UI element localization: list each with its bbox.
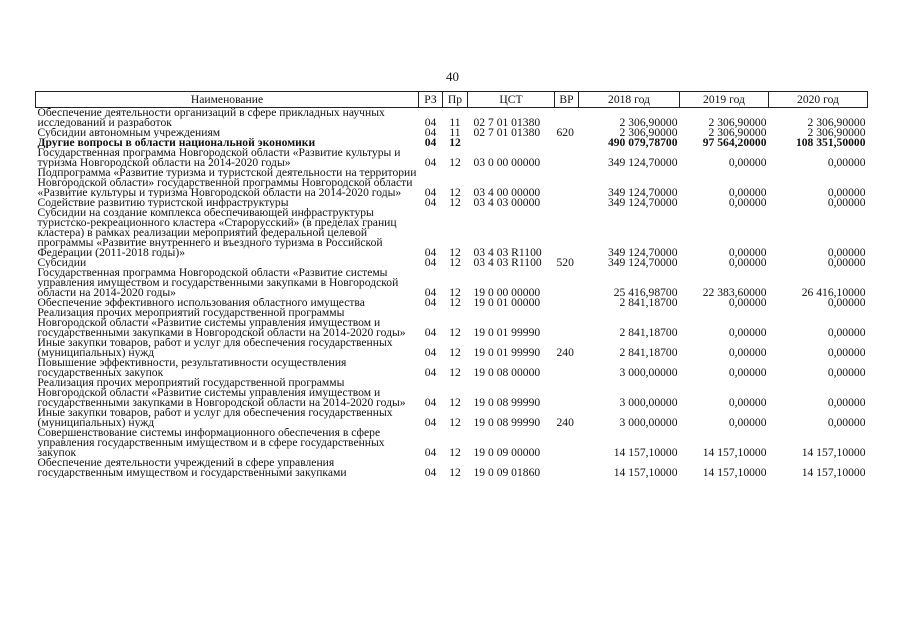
table-row [36, 308, 868, 338]
table-row [36, 128, 868, 138]
cell-rz: 04 [424, 466, 437, 478]
cell-pr: 12 [449, 396, 461, 408]
table-row [36, 208, 868, 258]
cell-2019: 0,00000 [728, 366, 767, 378]
column-header-name: Наименование [36, 92, 419, 108]
cell-name: Субсидии на создание комплекса обеспечивающей инфраструктуры туристско-рекреационного кластера «Старорусский» (в пределах границ кластера) в рамках реализации мероприятий федеральной целевой программы «Развитие внутреннего и въездного туризма в Российской Федерации (2011-2018 годы)» [37, 208, 397, 258]
cell-cst: 19 0 01 99990 [473, 326, 541, 338]
cell-2019: 97 564,20000 [702, 138, 767, 148]
cell-2019: 2 306,90000 [708, 116, 767, 128]
cell-2019: 0,00000 [728, 246, 767, 258]
cell-2020: 0,00000 [827, 326, 866, 338]
cell-2019: 0,00000 [728, 416, 767, 428]
cell-cst [468, 138, 555, 148]
cell-pr: 12 [449, 446, 461, 458]
cell-2018: 490 079,78700 [607, 138, 678, 148]
cell-rz: 04 [424, 156, 437, 168]
cell-name: Субсидии автономным учреждениям [37, 128, 221, 138]
cell-vr [555, 108, 579, 129]
column-header-cst: ЦСТ [468, 92, 555, 108]
table-row [36, 168, 868, 198]
cell-2020: 0,00000 [827, 346, 866, 358]
cell-name: Субсидии [37, 258, 87, 268]
cell-rz: 04 [424, 346, 437, 358]
cell-2019: 0,00000 [728, 346, 767, 358]
cell-name: Совершенствование системы информационного обеспечения в сфере управления государственным имуществом и в сфере государственных закупок [37, 428, 385, 458]
cell-rz: 04 [424, 366, 437, 378]
cell-name: Обеспечение деятельности учреждений в сфере управления государственным имуществом и государственными закупками [37, 458, 347, 478]
cell-2020: 14 157,10000 [801, 446, 866, 458]
cell-2019: 22 383,60000 [702, 286, 767, 298]
cell-cst: 19 0 08 99990 [473, 396, 541, 408]
cell-2020: 26 416,10000 [801, 286, 866, 298]
cell-2018: 3 000,00000 [619, 366, 678, 378]
cell-2018: 2 841,18700 [619, 326, 678, 338]
cell-rz: 04 [424, 128, 437, 138]
column-header-2018: 2018 год [579, 92, 680, 108]
table-row [36, 148, 868, 168]
column-header-rz: РЗ [419, 92, 443, 108]
cell-vr [555, 358, 579, 378]
cell-cst: 03 0 00 00000 [473, 156, 541, 168]
cell-2018: 2 841,18700 [619, 298, 678, 308]
cell-vr [555, 208, 579, 258]
column-header-vr: ВР [555, 92, 579, 108]
cell-pr: 12 [449, 246, 461, 258]
cell-rz: 04 [424, 446, 437, 458]
cell-cst: 02 7 01 01380 [473, 116, 541, 128]
cell-2018: 349 124,70000 [607, 258, 678, 268]
cell-pr: 12 [449, 138, 461, 148]
cell-cst: 19 0 01 00000 [473, 298, 541, 308]
cell-2019: 0,00000 [728, 298, 767, 308]
page-number: 40 [446, 69, 459, 84]
cell-2020: 0,00000 [827, 396, 866, 408]
cell-2018: 349 124,70000 [607, 156, 678, 168]
cell-cst: 03 4 00 00000 [473, 186, 541, 198]
cell-pr: 11 [449, 128, 461, 138]
cell-cst: 19 0 09 00000 [473, 446, 541, 458]
cell-pr: 12 [449, 298, 461, 308]
cell-rz: 04 [424, 258, 437, 268]
cell-pr: 12 [449, 416, 461, 428]
cell-name: Иные закупки товаров, работ и услуг для обеспечения государственных (муниципальных) нужд [37, 338, 393, 358]
cell-vr: 520 [556, 258, 574, 268]
cell-rz: 04 [424, 416, 437, 428]
cell-2020: 0,00000 [827, 258, 866, 268]
cell-pr: 12 [449, 346, 461, 358]
cell-pr: 12 [449, 156, 461, 168]
cell-2018: 349 124,70000 [607, 198, 678, 208]
cell-cst: 03 4 03 00000 [473, 198, 541, 208]
cell-name: Реализация прочих мероприятий государственной программы Новгородской области «Развитие системы управления имуществом и государственными закупками в Новгородской области на 2014-2020 годы» [37, 308, 406, 338]
cell-vr: 620 [556, 128, 574, 138]
cell-2020: 0,00000 [827, 156, 866, 168]
table-row [36, 358, 868, 378]
column-header-2020: 2020 год [769, 92, 868, 108]
cell-pr: 12 [449, 198, 461, 208]
cell-pr: 12 [449, 466, 461, 478]
table-body [36, 108, 868, 479]
cell-rz: 04 [424, 116, 437, 128]
cell-vr [555, 378, 579, 408]
cell-cst: 02 7 01 01380 [473, 128, 541, 138]
column-header-2019: 2019 год [680, 92, 769, 108]
cell-2020: 108 351,50000 [795, 138, 866, 148]
cell-rz: 04 [424, 396, 437, 408]
cell-2019: 0,00000 [728, 258, 767, 268]
cell-2020: 0,00000 [827, 416, 866, 428]
cell-2019: 0,00000 [728, 396, 767, 408]
cell-pr: 12 [449, 286, 461, 298]
cell-2020: 0,00000 [827, 366, 866, 378]
cell-vr [555, 428, 579, 458]
cell-rz: 04 [424, 298, 437, 308]
cell-cst: 19 0 08 99990 [473, 416, 541, 428]
cell-2018: 2 306,90000 [619, 116, 678, 128]
cell-name: Обеспечение деятельности организаций в сфере прикладных научных исследований и разработок [37, 107, 385, 128]
cell-vr [555, 138, 579, 148]
cell-2019: 14 157,10000 [702, 466, 767, 478]
cell-name: Обеспечение эффективного использования областного имущества [37, 298, 365, 308]
cell-vr [555, 198, 579, 208]
cell-2018: 349 124,70000 [607, 186, 678, 198]
table-row [36, 198, 868, 208]
cell-2018: 3 000,00000 [619, 396, 678, 408]
cell-2020: 0,00000 [827, 246, 866, 258]
cell-rz: 04 [424, 138, 437, 148]
cell-name: Государственная программа Новгородской области «Развитие культуры и туризма Новгородской области на 2014-2020 годы» [37, 148, 401, 168]
cell-vr [555, 458, 579, 478]
cell-pr: 12 [449, 258, 461, 268]
cell-2020: 14 157,10000 [801, 466, 866, 478]
cell-pr: 11 [449, 116, 461, 128]
table-row [36, 138, 868, 148]
cell-2019: 0,00000 [728, 198, 767, 208]
cell-2018: 25 416,98700 [613, 286, 678, 298]
cell-vr [555, 298, 579, 308]
cell-2019: 0,00000 [728, 156, 767, 168]
column-header-pr: Пр [443, 92, 468, 108]
cell-rz: 04 [424, 326, 437, 338]
cell-pr: 12 [449, 326, 461, 338]
table-row [36, 258, 868, 268]
cell-2019: 2 306,90000 [708, 128, 767, 138]
budget-table [35, 91, 868, 478]
cell-name: Подпрограмма «Развитие туризма и туристской деятельности на территории Новгородской области» государственной программы Новгородской области «Развитие культуры и туризма Новгородской области на 2014-2020 годы» [37, 168, 417, 198]
cell-rz: 04 [424, 286, 437, 298]
cell-name: Другие вопросы в области национальной экономики [37, 138, 316, 148]
cell-2020: 0,00000 [827, 298, 866, 308]
table-row [36, 268, 868, 298]
cell-vr: 240 [556, 416, 574, 428]
table-row [36, 378, 868, 408]
cell-2020: 2 306,90000 [807, 116, 866, 128]
cell-2020: 0,00000 [827, 186, 866, 198]
cell-2018: 2 306,90000 [619, 128, 678, 138]
cell-2019: 0,00000 [728, 186, 767, 198]
cell-vr [555, 168, 579, 198]
cell-name: Повышение эффективности, результативности осуществления государственных закупок [37, 358, 347, 378]
cell-vr: 240 [556, 346, 574, 358]
cell-2019: 0,00000 [728, 326, 767, 338]
cell-cst: 19 0 08 00000 [473, 366, 541, 378]
table-row [36, 458, 868, 478]
table-header-row [36, 92, 868, 108]
cell-cst: 03 4 03 R1100 [473, 246, 542, 258]
cell-name: Иные закупки товаров, работ и услуг для обеспечения государственных (муниципальных) нужд [37, 408, 393, 428]
cell-2018: 14 157,10000 [613, 446, 678, 458]
cell-name: Государственная программа Новгородской области «Развитие системы управления имуществом и государственными закупками в Новгородской области на 2014-2020 годы» [37, 268, 399, 298]
cell-vr [555, 148, 579, 168]
cell-2018: 2 841,18700 [619, 346, 678, 358]
table-row [36, 428, 868, 458]
cell-name: Реализация прочих мероприятий государственной программы Новгородской области «Развитие системы управления имуществом и государственными закупками в Новгородской области на 2014-2020 годы» [37, 378, 406, 408]
table-row [36, 408, 868, 428]
cell-2018: 3 000,00000 [619, 416, 678, 428]
cell-vr [555, 268, 579, 298]
cell-2020: 2 306,90000 [807, 128, 866, 138]
table-row [36, 108, 868, 129]
cell-2019: 14 157,10000 [702, 446, 767, 458]
cell-rz: 04 [424, 198, 437, 208]
cell-2018: 349 124,70000 [607, 246, 678, 258]
cell-rz: 04 [424, 246, 437, 258]
cell-vr [555, 308, 579, 338]
cell-2020: 0,00000 [827, 198, 866, 208]
cell-cst: 19 0 00 00000 [473, 286, 541, 298]
table-row [36, 298, 868, 308]
cell-rz: 04 [424, 186, 437, 198]
cell-name: Содействие развитию туристской инфраструктуры [37, 198, 289, 208]
cell-cst: 03 4 03 R1100 [473, 258, 542, 268]
cell-pr: 12 [449, 186, 461, 198]
table-row [36, 338, 868, 358]
cell-pr: 12 [449, 366, 461, 378]
cell-cst: 19 0 09 01860 [473, 466, 541, 478]
cell-2018: 14 157,10000 [613, 466, 678, 478]
cell-cst: 19 0 01 99990 [473, 346, 541, 358]
